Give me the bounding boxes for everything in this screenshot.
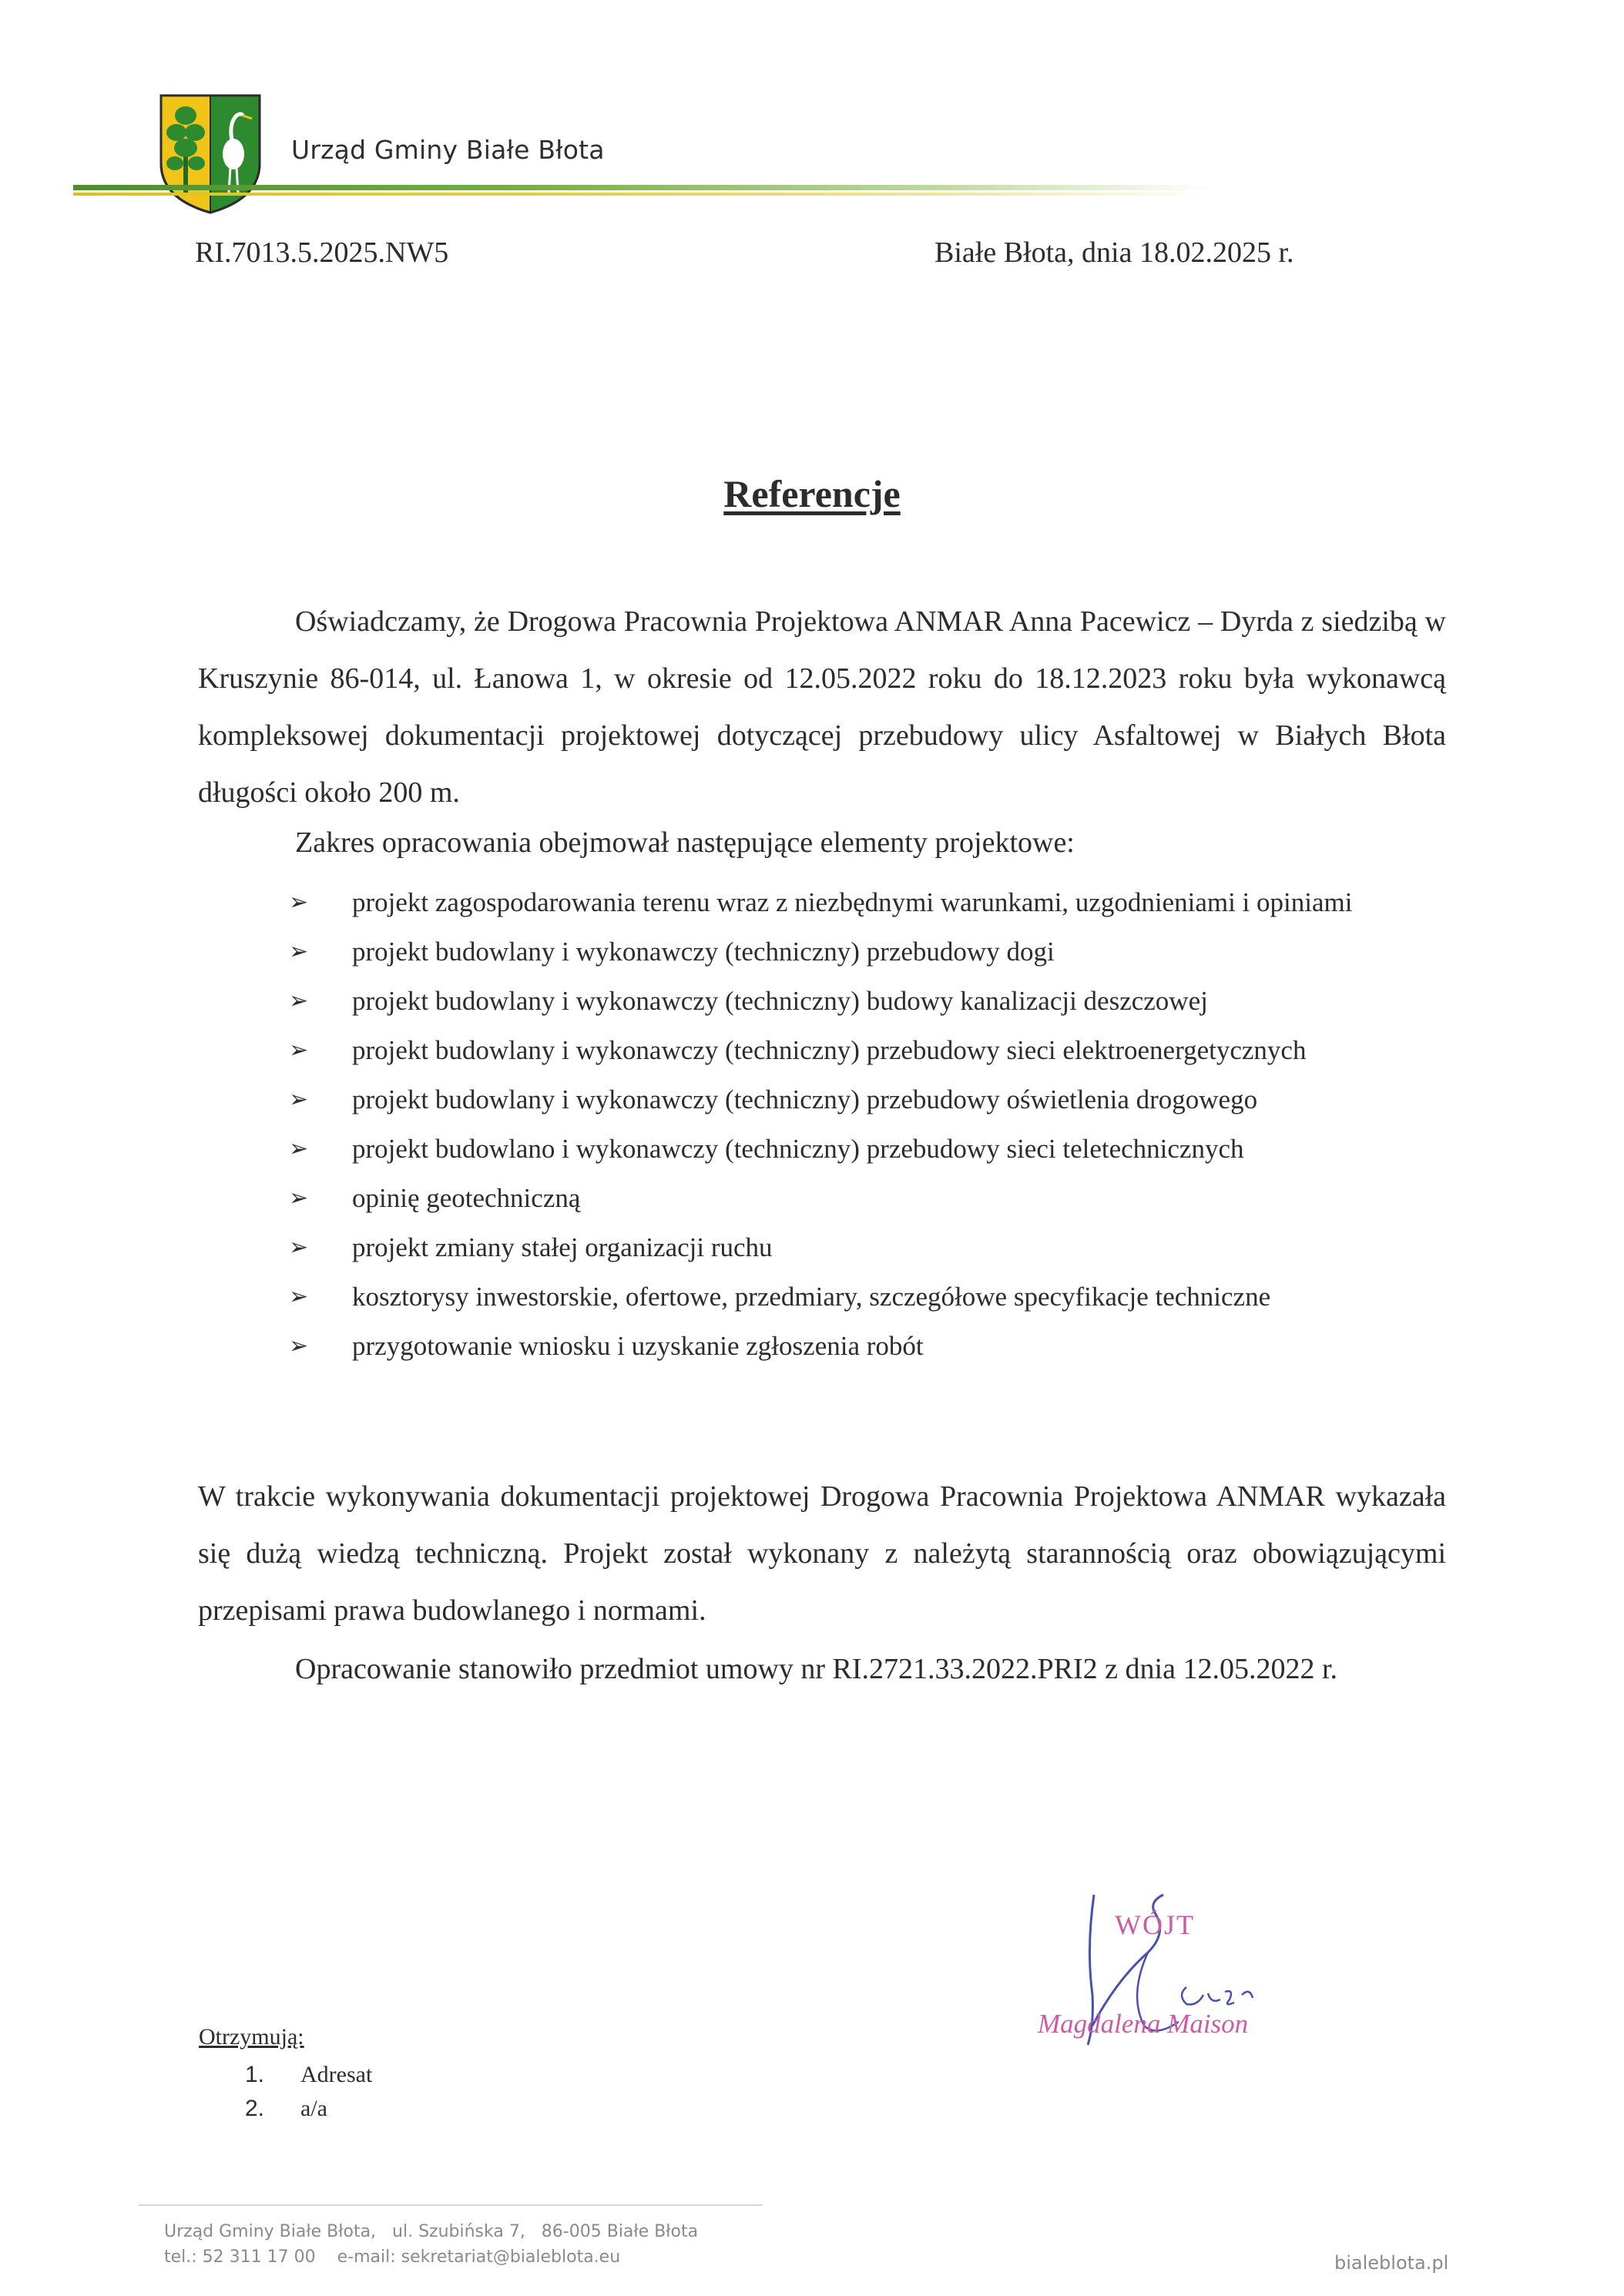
recipients-label: Otrzymują: — [199, 2024, 304, 2050]
list-item: 1. Adresat — [245, 2062, 373, 2087]
scope-intro: Zakres opracowania obejmował następujące elementy projektowe: — [295, 826, 1075, 859]
arrow-bullet-icon: ➢ — [289, 938, 309, 965]
coat-of-arms-icon — [158, 92, 263, 216]
list-item: ➢ opinię geotechniczną — [289, 1174, 1448, 1223]
list-item: ➢ projekt budowlany i wykonawczy (techniczny) przebudowy dogi — [289, 927, 1448, 977]
arrow-bullet-icon: ➢ — [289, 1086, 309, 1113]
arrow-bullet-icon: ➢ — [289, 987, 309, 1014]
paragraph-contract: Opracowanie stanowiło przedmiot umowy nr RI.2721.33.2022.PRI2 z dnia 12.05.2022 r. — [295, 1653, 1338, 1685]
office-name: Urząd Gminy Białe Błota — [291, 135, 605, 165]
footer-contact: tel.: 52 311 17 00 e-mail: sekretariat@bialeblota.eu — [164, 2247, 621, 2267]
footer-address: Urząd Gminy Białe Błota, ul. Szubińska 7, 86-005 Białe Błota — [164, 2222, 699, 2241]
list-item: ➢ projekt zmiany stałej organizacji ruchu — [289, 1223, 1448, 1272]
arrow-bullet-icon: ➢ — [289, 889, 309, 916]
letterhead-divider-accent — [73, 193, 1213, 196]
stamp-title: WÓJT — [1115, 1909, 1195, 1940]
reference-number: RI.7013.5.2025.NW5 — [195, 236, 449, 269]
arrow-bullet-icon: ➢ — [289, 1185, 309, 1212]
recipients-list — [245, 2058, 372, 2126]
arrow-bullet-icon: ➢ — [289, 1037, 309, 1064]
paragraph-assessment: W trakcie wykonywania dokumentacji projektowej Drogowa Pracownia Projektowa ANMAR wykazała się dużą wiedzą techniczną. Projekt został wykonany z należytą starannością oraz obowiązującymi przepisami prawa budowlanego i normami. — [198, 1480, 1446, 1627]
arrow-bullet-icon: ➢ — [289, 1332, 309, 1359]
arrow-bullet-icon: ➢ — [289, 1135, 309, 1162]
list-item: ➢ projekt budowlany i wykonawczy (techniczny) budowy kanalizacji deszczowej — [289, 977, 1448, 1026]
footer-divider — [139, 2204, 763, 2206]
list-item: ➢ projekt budowlano i wykonawczy (techniczny) przebudowy sieci teletechnicznych — [289, 1125, 1448, 1174]
scope-list — [289, 878, 1448, 1371]
footer-website: bialeblota.pl — [1334, 2252, 1449, 2274]
list-item: ➢ przygotowanie wniosku i uzyskanie zgłoszenia robót — [289, 1322, 1448, 1371]
arrow-bullet-icon: ➢ — [289, 1283, 309, 1310]
list-item: ➢ projekt zagospodarowania terenu wraz z niezbędnymi warunkami, uzgodnieniami i opiniami — [289, 878, 1448, 927]
list-item: ➢ projekt budowlany i wykonawczy (techniczny) przebudowy oświetlenia drogowego — [289, 1075, 1448, 1125]
letterhead-divider — [73, 185, 1213, 190]
stamp-name: Magdalena Maison — [1038, 2009, 1249, 2039]
list-item: ➢ kosztorysy inwestorskie, ofertowe, przedmiary, szczegółowe specyfikacje techniczne — [289, 1272, 1448, 1322]
place-date: Białe Błota, dnia 18.02.2025 r. — [934, 236, 1294, 269]
document-title: Referencje — [723, 472, 901, 515]
arrow-bullet-icon: ➢ — [289, 1234, 309, 1261]
list-item: 2. a/a — [245, 2096, 327, 2121]
list-item: ➢ projekt budowlany i wykonawczy (techniczny) przebudowy sieci elektroenergetycznych — [289, 1026, 1448, 1075]
paragraph-intro: Oświadczamy, że Drogowa Pracownia Projektowa ANMAR Anna Pacewicz – Dyrda z siedzibą w Kruszynie 86-014, ul. Łanowa 1, w okresie od 12.05.2022 roku do 18.12.2023 roku była wykonawcą kompleksowej dokumentacji projektowej dotyczącej przebudowy ulicy Asfaltowej w Białych Błota długości około 200 m. — [198, 605, 1446, 809]
